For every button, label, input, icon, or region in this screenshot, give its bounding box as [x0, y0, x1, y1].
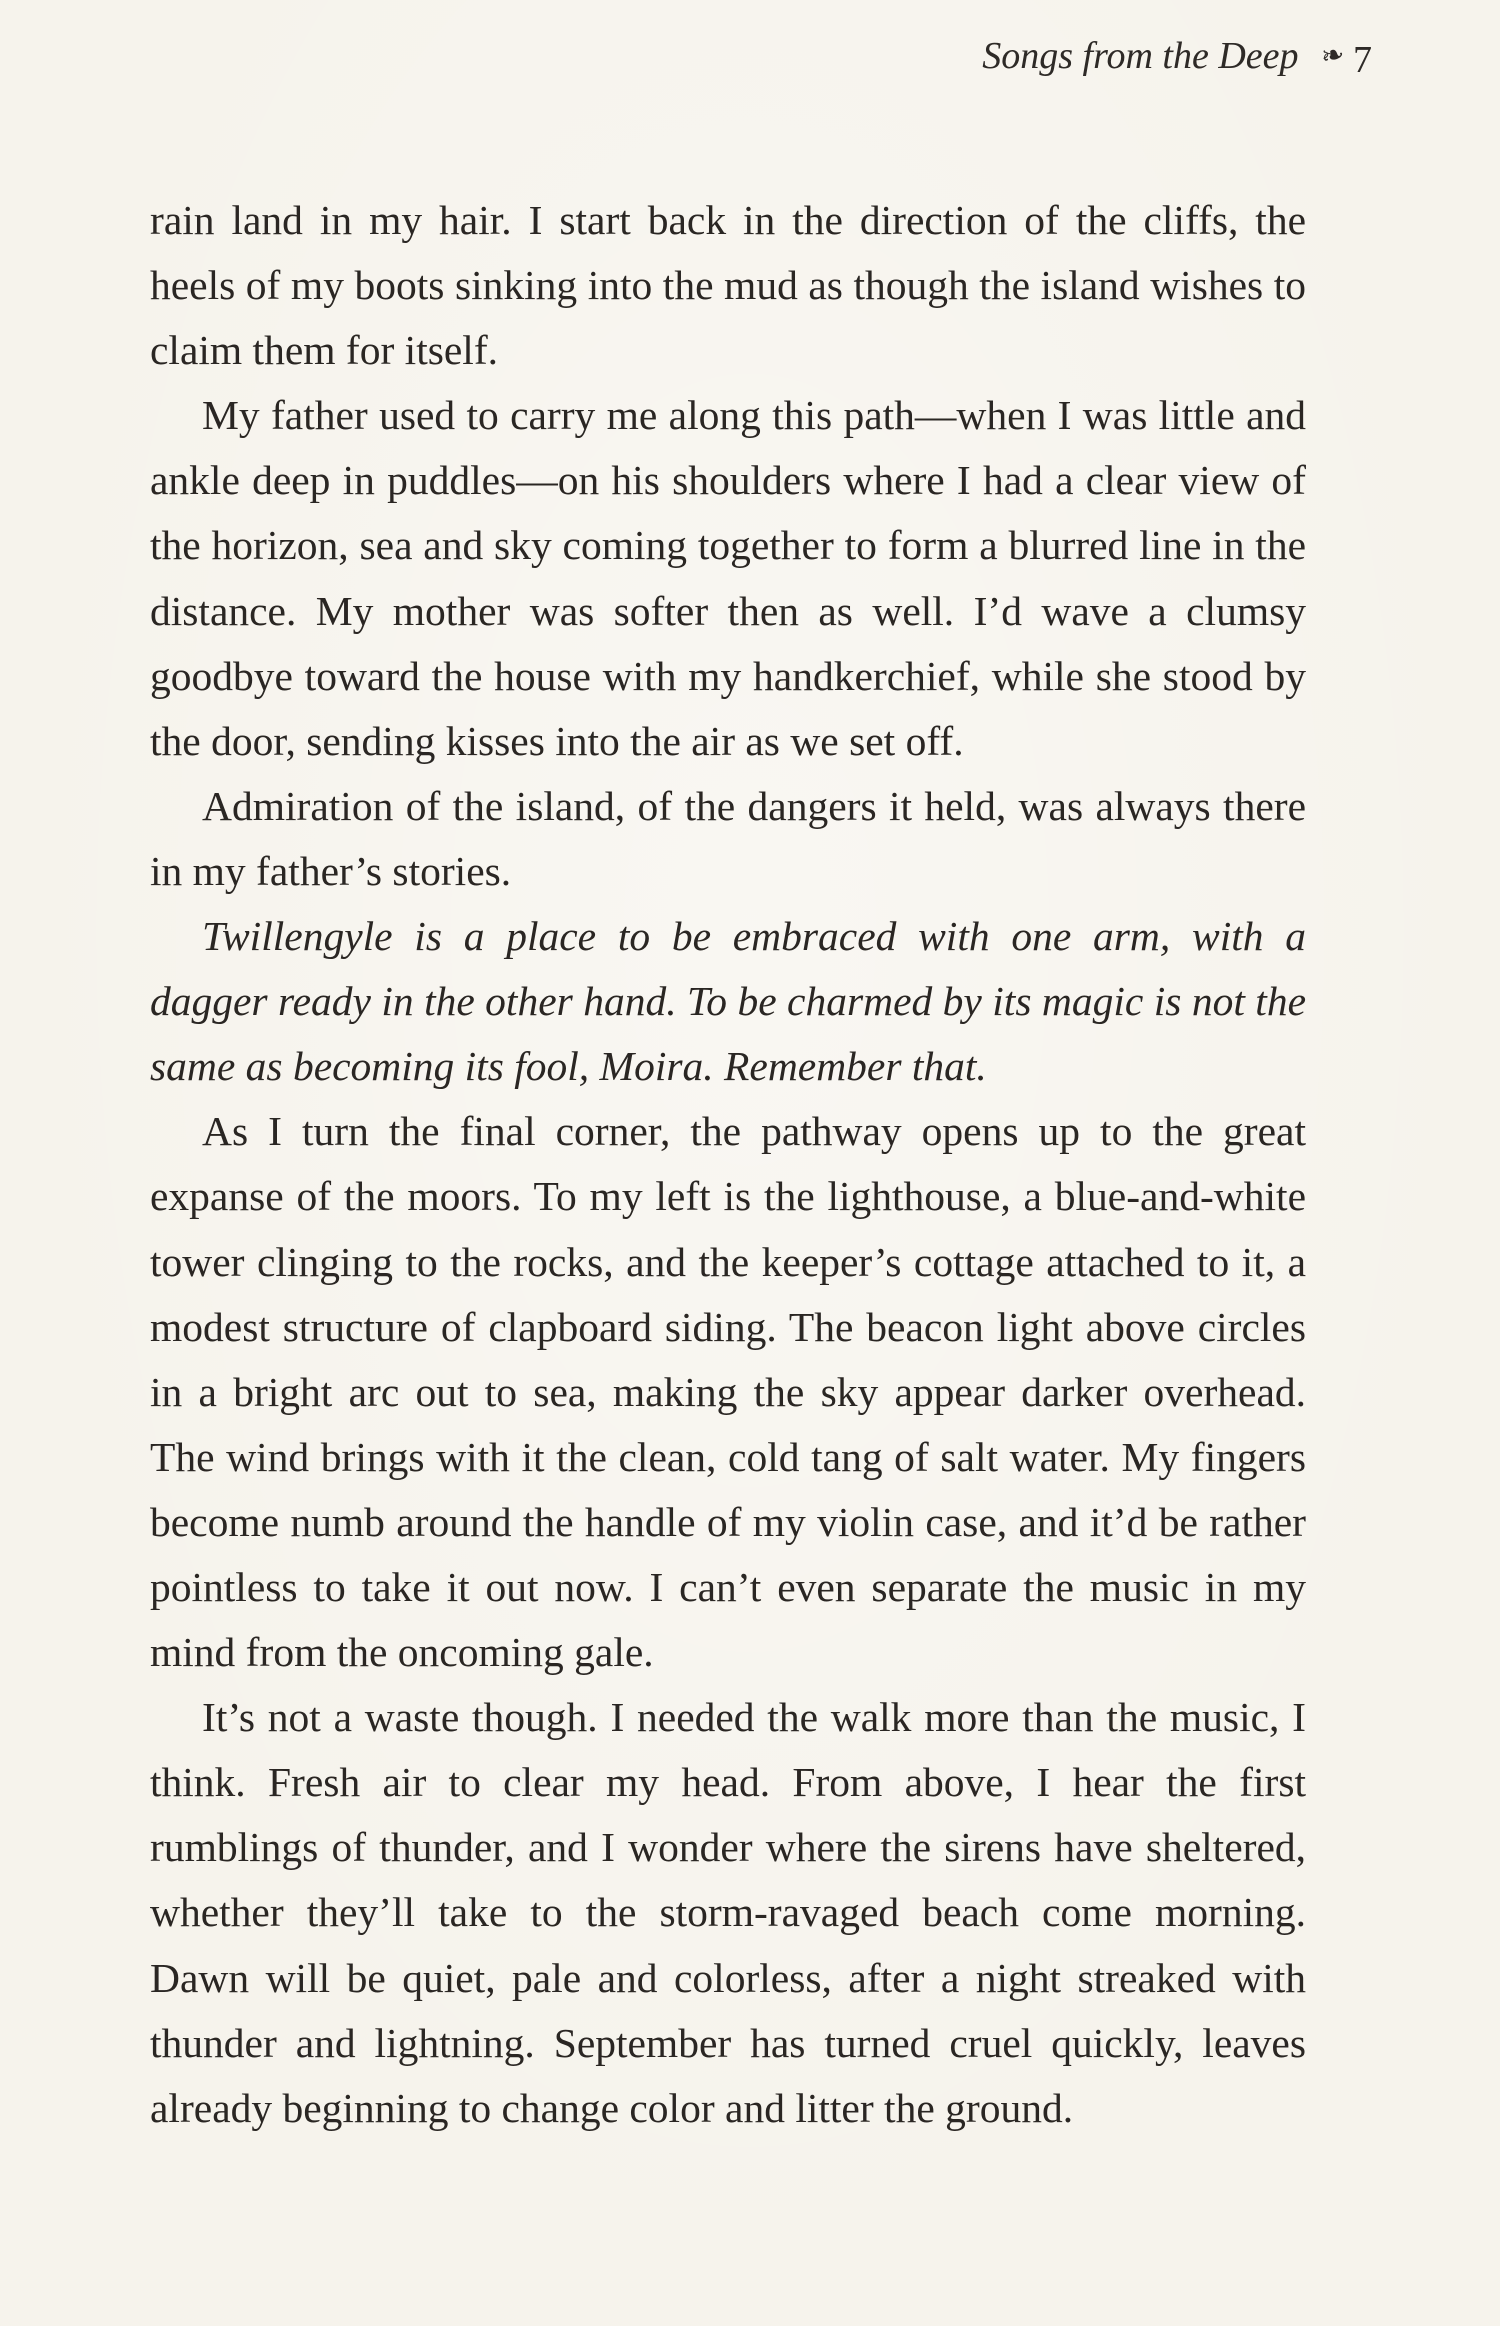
page-number: 7	[1353, 39, 1372, 81]
paragraph-continued: rain land in my hair. I start back in the direction of the cliffs, the heels of my boots sinking into the mud as though the island wishes to claim them for itself.	[150, 197, 1306, 374]
paragraph: My father used to carry me along this path—when I was little and ankle deep in puddles—on his shoulders where I had a clear view of the horizon, sea and sky coming together to form a blurred line in the distance. My mother was softer then as well. I’d wave a clumsy goodbye toward the house with my handkerchief, while she stood by the door, sending kisses into the air as we set off.	[150, 392, 1306, 764]
running-head	[982, 34, 1343, 78]
italic-quote-paragraph: Twillengyle is a place to be embraced with one arm, with a dagger ready in the other hand. To be charmed by its magic is not the same as becoming its fool, Moira. Remember that.	[150, 913, 1306, 1090]
body-text	[150, 188, 1306, 2141]
fleuron-ornament-icon: ❧	[1318, 39, 1343, 74]
paragraph: It’s not a waste though. I needed the walk more than the music, I think. Fresh air to clear my head. From above, I hear the first rumblings of thunder, and I wonder where the sirens have sheltered, whether they’ll take to the storm-ravaged beach come morning. Dawn will be quiet, pale and colorless, after a night streaked with thunder and lightning. September has turned cruel quickly, leaves already beginning to change color and litter the ground.	[150, 1694, 1306, 2131]
running-title: Songs from the Deep	[982, 35, 1299, 77]
paragraph: Admiration of the island, of the dangers it held, was always there in my father’s stories.	[150, 782, 1306, 894]
paragraph: As I turn the final corner, the pathway opens up to the great expanse of the moors. To my left is the lighthouse, a blue-and-white tower clinging to the rocks, and the keeper’s cottage attached to it, a modest structure of clapboard siding. The beacon light above circles in a bright arc out to sea, making the sky appear darker overhead. The wind brings with it the clean, cold tang of salt water. My fingers become numb around the handle of my violin case, and it’d be rather pointless to take it out now. I can’t even separate the music in my mind from the oncoming gale.	[150, 1108, 1306, 1676]
